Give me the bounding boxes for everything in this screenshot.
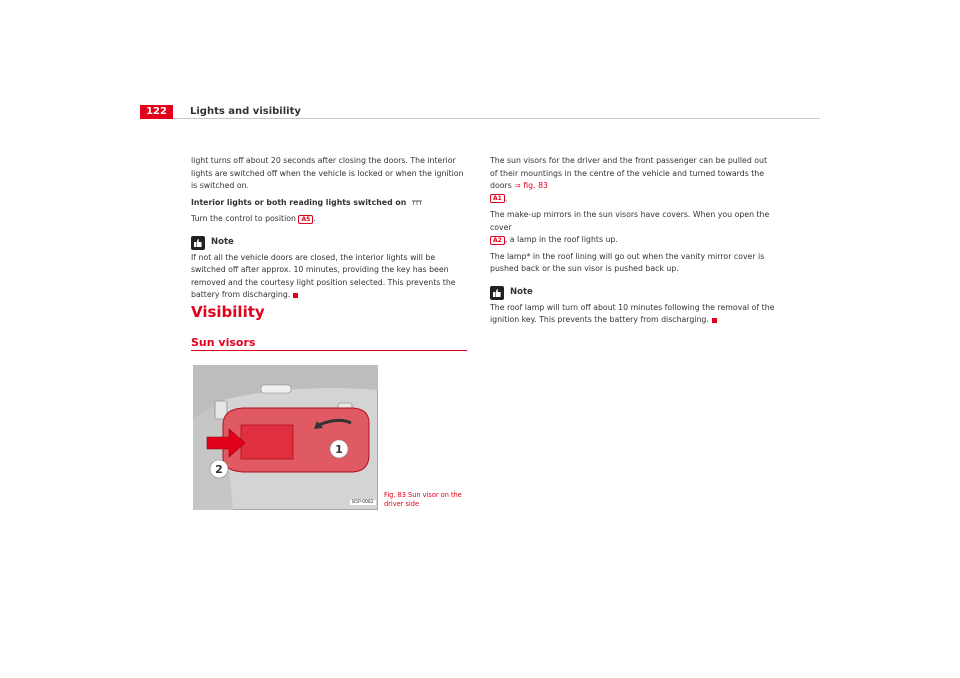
figure-cross-reference[interactable]: ⇒ fig. 83 — [514, 181, 548, 190]
end-marker — [712, 318, 717, 323]
running-title: Lights and visibility — [190, 106, 301, 117]
note-heading-right — [490, 286, 775, 300]
interior-lights-heading-text: Interior lights or both reading lights switched on — [191, 197, 407, 207]
note-icon — [191, 236, 205, 250]
header-rule — [173, 118, 820, 119]
left-column — [191, 155, 471, 306]
note-text-left-content: If not all the vehicle doors are closed, the interior lights will be switched off after approx. 10 minutes, providing the key has been removed and the courtesy light position selected. This prevents the battery from discharging. — [191, 252, 456, 299]
note-icon — [490, 286, 504, 300]
figure-caption: Fig. 83 Sun visor on the driver side — [384, 491, 462, 508]
right-paragraph-2 — [490, 209, 775, 247]
interior-light-icon — [411, 200, 423, 206]
page-number: 122 — [140, 105, 173, 119]
right-paragraph-3: The lamp* in the roof lining will go out when the vanity mirror cover is pushed back or the sun visor is pushed back up. — [490, 251, 765, 273]
turn-control-text: Turn the control to position — [191, 214, 296, 223]
note-heading-left — [191, 236, 471, 250]
sun-visor-figure — [193, 365, 378, 510]
note-text-right-content: The roof lamp will turn off about 10 minutes following the removal of the ignition key. This prevents the battery from discharging. — [490, 302, 775, 324]
right-paragraph-1: The sun visors for the driver and the front passenger can be pulled out of their mountings in the centre of the vehicle and turned towards the doors ⇒ fig. 83 A1 . — [490, 156, 768, 203]
subsection-rule — [191, 350, 467, 351]
note-text-right — [490, 302, 775, 327]
section-title: Visibility — [191, 303, 265, 321]
position-ref-a5: A5 — [298, 215, 313, 224]
end-marker — [293, 293, 298, 298]
callout-ref-a1: A1 — [490, 194, 505, 203]
turn-control-line: Turn the control to position A5 . — [191, 214, 316, 223]
right-paragraph-2-start: The make-up mirrors in the sun visors have covers. When you open the cover — [490, 210, 770, 232]
left-paragraph-1: light turns off about 20 seconds after closing the doors. The interior lights are switched off when the vehicle is locked or when the ignition is switched on. — [191, 156, 464, 190]
right-column — [490, 155, 775, 331]
note-label-right: Note — [510, 287, 533, 298]
right-paragraph-2-end: , a lamp in the roof lights up. — [504, 235, 618, 244]
note-label-left: Note — [211, 237, 234, 248]
note-text-left — [191, 252, 471, 302]
interior-lights-heading — [191, 197, 471, 210]
callout-1: 1 — [335, 443, 343, 456]
callout-ref-a2: A2 — [490, 236, 505, 245]
callout-2: 2 — [215, 463, 223, 476]
figure-image-code: B5P-0082 — [352, 500, 374, 505]
right-paragraph-1-text: The sun visors for the driver and the front passenger can be pulled out of their mountings in the centre of the vehicle and turned towards the doors — [490, 156, 768, 190]
subsection-title: Sun visors — [191, 336, 256, 349]
